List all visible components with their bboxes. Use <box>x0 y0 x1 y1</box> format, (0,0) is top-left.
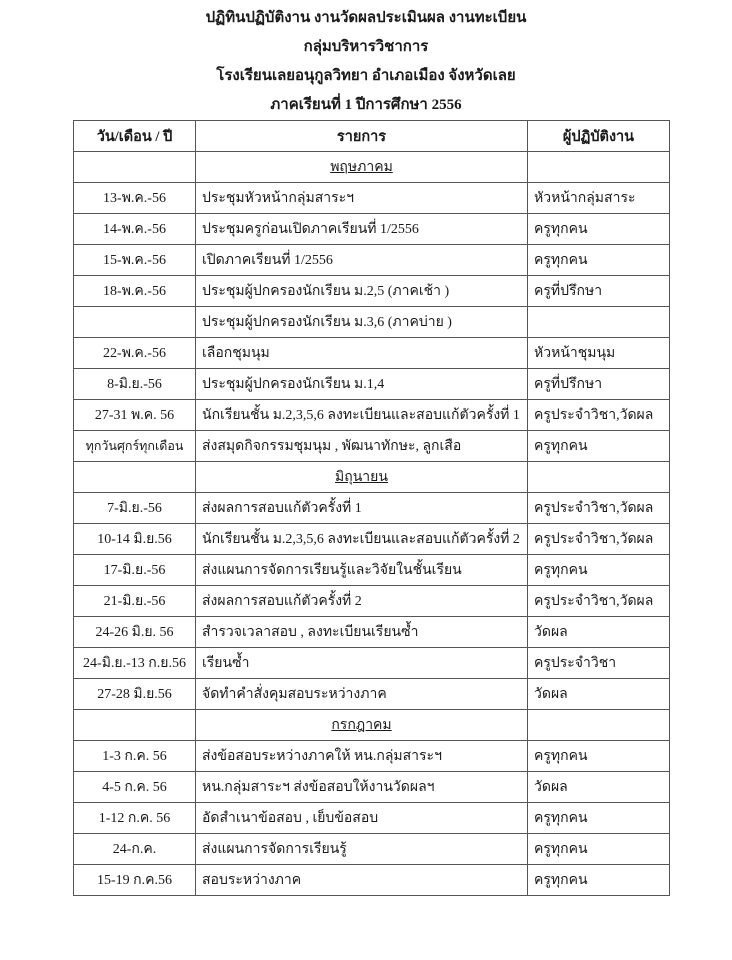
table-row <box>74 555 670 586</box>
responsible-cell: ครูทุกคน <box>528 865 670 896</box>
activity-cell: ประชุมผู้ปกครองนักเรียน ม.3,6 (ภาคบ่าย ) <box>196 307 528 338</box>
month-heading: พฤษภาคม <box>196 152 528 183</box>
table-row <box>74 772 670 803</box>
header-activity: รายการ <box>196 121 528 152</box>
date-cell: 27-31 พ.ค. 56 <box>74 400 196 431</box>
date-cell: ทุกวันศุกร์ทุกเดือน <box>74 431 196 462</box>
activity-cell: ประชุมผู้ปกครองนักเรียน ม.1,4 <box>196 369 528 400</box>
date-cell: 14-พ.ค.-56 <box>74 214 196 245</box>
date-cell: 13-พ.ค.-56 <box>74 183 196 214</box>
responsible-cell: ครูทุกคน <box>528 741 670 772</box>
table-row <box>74 741 670 772</box>
date-cell: 7-มิ.ย.-56 <box>74 493 196 524</box>
table-row <box>74 245 670 276</box>
activity-cell: ประชุมหัวหน้ากลุ่มสาระฯ <box>196 183 528 214</box>
responsible-cell: ครูประจำวิชา,วัดผล <box>528 524 670 555</box>
table-header-row <box>74 121 670 152</box>
responsible-cell: ครูประจำวิชา,วัดผล <box>528 493 670 524</box>
table-row <box>74 803 670 834</box>
responsible-cell: ครูที่ปรึกษา <box>528 276 670 307</box>
activity-cell: ประชุมครูก่อนเปิดภาคเรียนที่ 1/2556 <box>196 214 528 245</box>
activity-cell: เปิดภาคเรียนที่ 1/2556 <box>196 245 528 276</box>
table-row <box>74 400 670 431</box>
responsible-cell: ครูทุกคน <box>528 555 670 586</box>
responsible-cell: ครูประจำวิชา <box>528 648 670 679</box>
table-row <box>74 493 670 524</box>
date-cell: 1-3 ก.ค. 56 <box>74 741 196 772</box>
activity-cell: ส่งสมุดกิจกรรมชุมนุม , พัฒนาทักษะ, ลูกเสือ <box>196 431 528 462</box>
responsible-cell: ครูทุกคน <box>528 214 670 245</box>
date-cell: 8-มิ.ย.-56 <box>74 369 196 400</box>
responsible-cell: ครูประจำวิชา,วัดผล <box>528 400 670 431</box>
date-cell <box>74 710 196 741</box>
date-cell: 24-ก.ค. <box>74 834 196 865</box>
activity-cell: ส่งข้อสอบระหว่างภาคให้ หน.กลุ่มสาระฯ <box>196 741 528 772</box>
activity-cell: ส่งผลการสอบแก้ตัวครั้งที่ 1 <box>196 493 528 524</box>
title-line-1: ปฏิทินปฏิบัติงาน งานวัดผลประเมินผล งานทะเบียน <box>205 10 527 26</box>
responsible-cell: ครูทุกคน <box>528 245 670 276</box>
activity-cell: นักเรียนชั้น ม.2,3,5,6 ลงทะเบียนและสอบแก้ตัวครั้งที่ 1 <box>196 400 528 431</box>
table-row <box>74 338 670 369</box>
month-section-row <box>74 710 670 741</box>
date-cell: 15-พ.ค.-56 <box>74 245 196 276</box>
date-cell: 1-12 ก.ค. 56 <box>74 803 196 834</box>
responsible-cell <box>528 152 670 183</box>
month-section-row <box>74 462 670 493</box>
responsible-cell: ครูทุกคน <box>528 431 670 462</box>
date-cell: 27-28 มิ.ย.56 <box>74 679 196 710</box>
date-cell <box>74 307 196 338</box>
responsible-cell: วัดผล <box>528 617 670 648</box>
date-cell: 18-พ.ค.-56 <box>74 276 196 307</box>
responsible-cell: หัวหน้ากลุ่มสาระ <box>528 183 670 214</box>
table-row <box>74 369 670 400</box>
responsible-cell: วัดผล <box>528 679 670 710</box>
activity-cell: เรียนซ้ำ <box>196 648 528 679</box>
date-cell: 17-มิ.ย.-56 <box>74 555 196 586</box>
date-cell: 4-5 ก.ค. 56 <box>74 772 196 803</box>
title-line-3: โรงเรียนเลยอนุกูลวิทยา อำเภอเมือง จังหวัดเลย <box>216 68 516 84</box>
responsible-cell: ครูที่ปรึกษา <box>528 369 670 400</box>
date-cell: 21-มิ.ย.-56 <box>74 586 196 617</box>
activity-cell: อัดสำเนาข้อสอบ , เย็บข้อสอบ <box>196 803 528 834</box>
table-row <box>74 431 670 462</box>
table-row <box>74 214 670 245</box>
responsible-cell: ครูทุกคน <box>528 834 670 865</box>
title-line-2: กลุ่มบริหารวิชาการ <box>303 39 429 55</box>
responsible-cell: วัดผล <box>528 772 670 803</box>
schedule-table <box>73 120 670 896</box>
date-cell: 24-มิ.ย.-13 ก.ย.56 <box>74 648 196 679</box>
document-title <box>0 4 732 120</box>
activity-cell: หน.กลุ่มสาระฯ ส่งข้อสอบให้งานวัดผลฯ <box>196 772 528 803</box>
activity-cell: สำรวจเวลาสอบ , ลงทะเบียนเรียนซ้ำ <box>196 617 528 648</box>
responsible-cell <box>528 307 670 338</box>
table-row <box>74 276 670 307</box>
table-row <box>74 586 670 617</box>
responsible-cell: ครูประจำวิชา,วัดผล <box>528 586 670 617</box>
responsible-cell <box>528 462 670 493</box>
title-line-4: ภาคเรียนที่ 1 ปีการศึกษา 2556 <box>270 97 462 113</box>
date-cell: 22-พ.ค.-56 <box>74 338 196 369</box>
activity-cell: ประชุมผู้ปกครองนักเรียน ม.2,5 (ภาคเช้า ) <box>196 276 528 307</box>
header-date: วัน/เดือน / ปี <box>74 121 196 152</box>
month-heading: มิถุนายน <box>196 462 528 493</box>
table-body <box>74 152 670 896</box>
activity-cell: เลือกชุมนุม <box>196 338 528 369</box>
responsible-cell: หัวหน้าชุมนุม <box>528 338 670 369</box>
table-row <box>74 307 670 338</box>
responsible-cell <box>528 710 670 741</box>
table-row <box>74 183 670 214</box>
date-cell <box>74 462 196 493</box>
activity-cell: ส่งแผนการจัดการเรียนรู้และวิจัยในชั้นเรียน <box>196 555 528 586</box>
table-row <box>74 524 670 555</box>
date-cell: 24-26 มิ.ย. 56 <box>74 617 196 648</box>
header-responsible: ผู้ปฏิบัติงาน <box>528 121 670 152</box>
table-row <box>74 679 670 710</box>
table-row <box>74 648 670 679</box>
date-cell <box>74 152 196 183</box>
month-heading: กรกฎาคม <box>196 710 528 741</box>
responsible-cell: ครูทุกคน <box>528 803 670 834</box>
month-section-row <box>74 152 670 183</box>
table-row <box>74 834 670 865</box>
table-row <box>74 617 670 648</box>
activity-cell: ส่งแผนการจัดการเรียนรู้ <box>196 834 528 865</box>
activity-cell: นักเรียนชั้น ม.2,3,5,6 ลงทะเบียนและสอบแก้ตัวครั้งที่ 2 <box>196 524 528 555</box>
table-row <box>74 865 670 896</box>
activity-cell: สอบระหว่างภาค <box>196 865 528 896</box>
date-cell: 15-19 ก.ค.56 <box>74 865 196 896</box>
activity-cell: ส่งผลการสอบแก้ตัวครั้งที่ 2 <box>196 586 528 617</box>
activity-cell: จัดทำคำสั่งคุมสอบระหว่างภาค <box>196 679 528 710</box>
date-cell: 10-14 มิ.ย.56 <box>74 524 196 555</box>
